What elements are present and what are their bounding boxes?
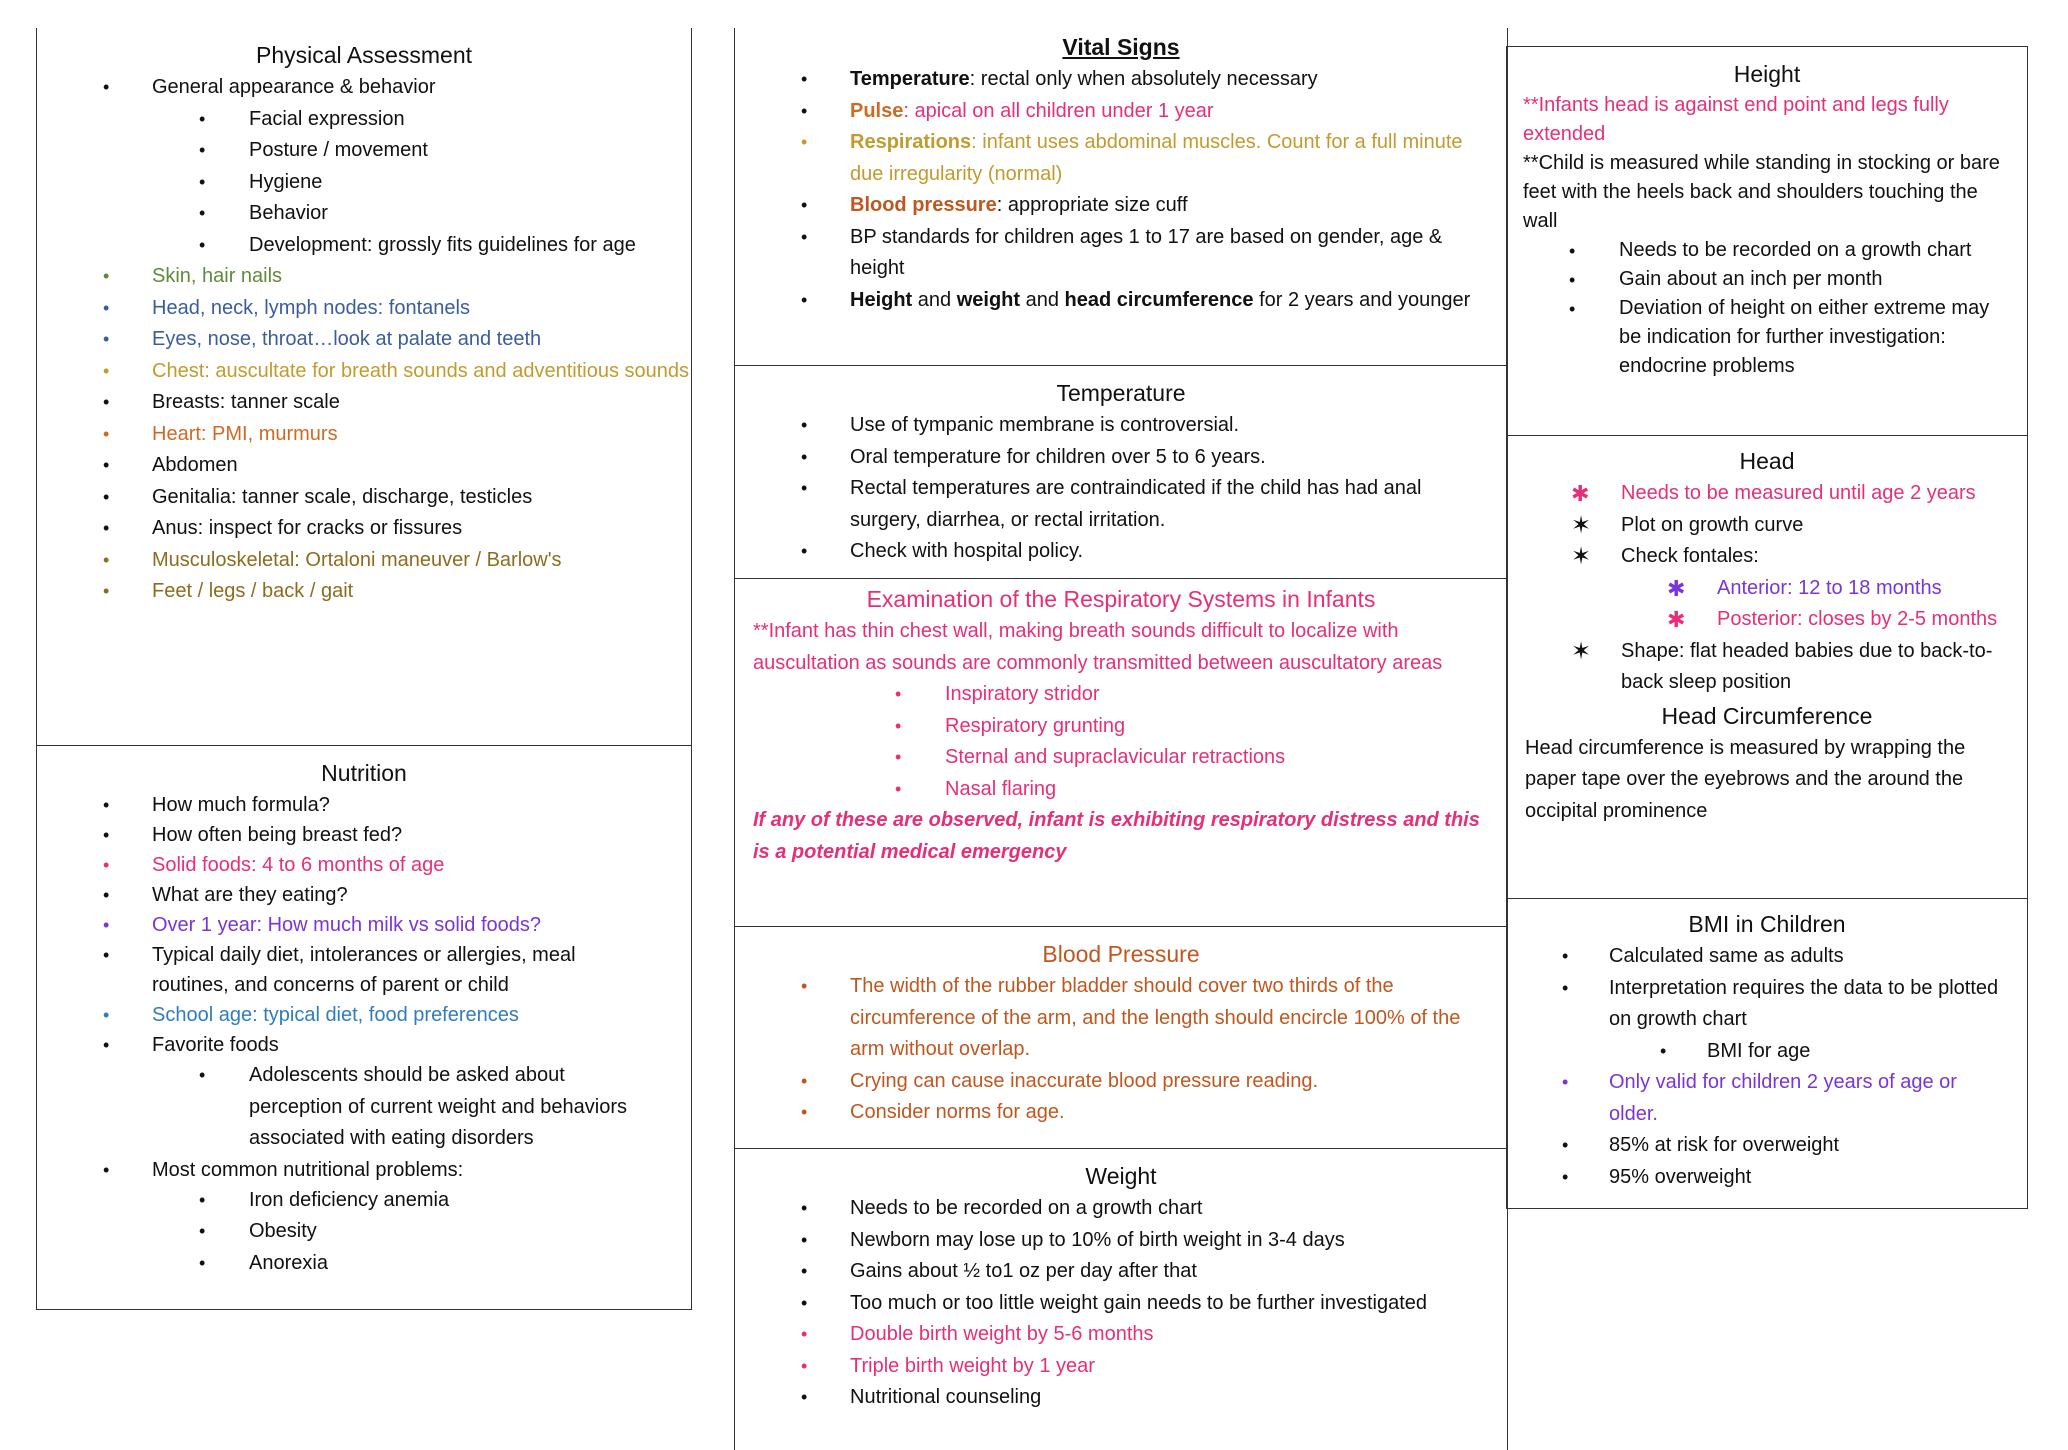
bullet-icon: • — [801, 195, 808, 215]
list-item-text: Over 1 year: How much milk vs solid foods? — [152, 914, 542, 936]
bullet-icon: • — [801, 1387, 808, 1407]
height-note-infant: **Infants head is against end point and legs fully extended — [1523, 94, 1949, 145]
bullet-icon: • — [895, 684, 902, 704]
blood-pressure-list — [735, 971, 1507, 1129]
star-bullet-icon: ✶ — [1571, 637, 1592, 665]
list-item-text: Needs to be recorded on a growth chart — [850, 1197, 1203, 1219]
list-item — [735, 1256, 1507, 1288]
list-item-text: Consider norms for age. — [850, 1101, 1065, 1123]
list-item — [735, 971, 1507, 1066]
bullet-icon: • — [199, 1252, 206, 1273]
list-item — [735, 1382, 1507, 1414]
bmi-title: BMI in Children — [1688, 911, 1846, 937]
star-bullet-icon: ✶ — [1571, 543, 1592, 570]
vital-sign-text: : rectal only when absolutely necessary — [969, 68, 1318, 90]
vital-sign-label: Respirations — [850, 131, 972, 153]
list-item — [735, 1225, 1507, 1257]
list-item — [37, 1216, 691, 1248]
list-item — [735, 1351, 1507, 1383]
list-item — [37, 261, 691, 293]
list-item — [735, 774, 1507, 806]
list-item — [735, 1319, 1507, 1351]
bullet-icon: • — [103, 266, 110, 286]
bullet-icon: • — [801, 69, 808, 89]
list-item — [37, 104, 691, 136]
vital-sign-item — [735, 127, 1507, 190]
respiratory-warning: If any of these are observed, infant is exhibiting respiratory distress and this is a potential medical emergency — [753, 809, 1480, 863]
list-item-text: Development: grossly fits guidelines for age — [249, 233, 636, 256]
list-item — [37, 1155, 691, 1185]
list-item — [735, 536, 1507, 568]
head-title: Head — [1739, 448, 1795, 474]
bullet-icon: • — [801, 289, 808, 310]
list-item — [37, 820, 691, 850]
bullet-icon: • — [801, 1070, 808, 1091]
vital-sign-item — [735, 190, 1507, 222]
bullet-icon: • — [103, 360, 110, 381]
bmi-list — [1507, 941, 2027, 1193]
list-item-text: Needs to be recorded on a growth chart — [1619, 239, 1972, 261]
bullet-icon: • — [801, 1229, 808, 1250]
list-item — [1507, 1130, 2027, 1162]
list-item — [37, 1248, 691, 1280]
list-item-text: Check fontales: — [1621, 545, 1759, 567]
vital-sign-text: : appropriate size cuff — [996, 194, 1188, 216]
list-item — [37, 324, 691, 356]
bullet-icon: • — [103, 825, 110, 845]
list-item — [37, 850, 691, 880]
list-item — [1507, 510, 2027, 542]
bullet-icon: • — [1562, 1135, 1569, 1155]
vital-sign-label: Blood pressure — [850, 194, 997, 216]
list-item-text: Posterior: closes by 2-5 months — [1717, 608, 1998, 630]
vital-sign-text: BP standards for children ages 1 to 17 are based on gender, age & height — [850, 225, 1443, 279]
list-item-text: Sternal and supraclavicular retractions — [945, 746, 1286, 768]
list-item — [37, 790, 691, 820]
bullet-icon: • — [1562, 1166, 1569, 1187]
weight-title: Weight — [1085, 1163, 1157, 1189]
list-item — [735, 1288, 1507, 1320]
vital-signs-list — [735, 64, 1507, 316]
list-item-text: Nutritional counseling — [850, 1386, 1042, 1408]
list-item — [1507, 973, 2027, 1036]
list-item — [37, 482, 691, 514]
list-item-text: Abdomen — [152, 454, 238, 476]
temperature-list — [735, 410, 1507, 568]
respiratory-list — [735, 679, 1507, 805]
bullet-icon: • — [895, 747, 902, 767]
bullet-icon: • — [103, 915, 110, 935]
bullet-icon: • — [103, 486, 110, 507]
bullet-icon: • — [801, 478, 808, 498]
bmi-section — [1506, 897, 2028, 1209]
weight-section — [734, 1147, 1508, 1450]
bullet-icon: • — [199, 203, 206, 223]
list-item-text: Head, neck, lymph nodes: fontanels — [152, 296, 470, 319]
list-item — [735, 410, 1507, 442]
star-bullet-icon: ✶ — [1571, 511, 1592, 539]
list-item — [37, 1000, 691, 1030]
bullet-icon: • — [103, 581, 110, 601]
star-bullet-icon: ✱ — [1667, 607, 1686, 632]
bullet-icon: • — [103, 795, 110, 815]
list-item-text: School age: typical diet, food preferences — [152, 1004, 519, 1026]
bullet-icon: • — [801, 976, 808, 996]
list-item-text: Plot on growth curve — [1621, 513, 1804, 536]
list-item-text: General appearance & behavior — [152, 76, 436, 98]
bullet-icon: • — [801, 446, 808, 467]
blood-pressure-section — [734, 925, 1508, 1149]
list-item-text: Eyes, nose, throat…look at palate and teeth — [152, 328, 542, 350]
list-item — [37, 880, 691, 910]
bullet-icon: • — [199, 234, 206, 255]
list-item-text: Skin, hair nails — [152, 265, 283, 287]
list-item — [37, 576, 691, 608]
list-item — [1507, 941, 2027, 973]
vital-sign-item — [735, 222, 1507, 285]
list-item-text: Gain about an inch per month — [1619, 268, 1883, 290]
list-item-text: Typical daily diet, intolerances or allergies, meal routines, and concerns of parent or child — [152, 944, 576, 996]
list-item-text: Rectal temperatures are contraindicated if the child has had anal surgery, diarrhea, or rectal irritation. — [850, 477, 1422, 531]
list-item — [37, 910, 691, 940]
bullet-icon: • — [1660, 1040, 1667, 1061]
blood-pressure-title: Blood Pressure — [1042, 941, 1200, 967]
list-item — [1507, 636, 2027, 699]
vital-sign-text: : infant uses abdominal muscles. Count for a full minute due irregularity (normal) — [850, 131, 1463, 185]
list-item-text: Musculoskeletal: Ortaloni maneuver / Barlow's — [152, 548, 562, 571]
nutrition-section — [36, 745, 692, 1310]
head-circumference-title: Head Circumference — [1661, 702, 1873, 729]
bullet-icon: • — [1569, 241, 1576, 261]
list-item — [735, 679, 1507, 711]
vital-signs-section — [734, 28, 1508, 366]
list-item — [1507, 541, 2027, 573]
respiratory-title: Examination of the Respiratory Systems in Infants — [866, 586, 1376, 612]
list-item-text: Too much or too little weight gain needs to be further investigated — [850, 1291, 1428, 1314]
bullet-icon: • — [801, 1261, 808, 1281]
nutrition-list — [37, 790, 691, 1279]
bullet-icon: • — [1562, 977, 1569, 998]
bullet-icon: • — [801, 226, 808, 247]
bullet-icon: • — [801, 415, 808, 435]
list-item-text: Nasal flaring — [945, 777, 1057, 800]
bullet-icon: • — [199, 171, 206, 192]
list-item — [1507, 1036, 2027, 1068]
list-item — [37, 513, 691, 545]
bullet-icon: • — [895, 778, 902, 799]
temperature-section — [734, 364, 1508, 579]
list-item — [37, 198, 691, 230]
bullet-icon: • — [1569, 299, 1576, 319]
temperature-title: Temperature — [1056, 380, 1186, 406]
star-bullet-icon: ✱ — [1571, 481, 1590, 506]
list-item — [37, 293, 691, 325]
list-item-text: What are they eating? — [152, 884, 348, 906]
bullet-icon: • — [103, 455, 110, 475]
vital-sign-text: for 2 years and younger — [1253, 288, 1471, 311]
list-item-text: Inspiratory stridor — [945, 683, 1100, 705]
height-list — [1507, 236, 2027, 381]
list-item-text: Triple birth weight by 1 year — [850, 1354, 1095, 1377]
list-item — [735, 742, 1507, 774]
height-title: Height — [1733, 61, 1801, 87]
bullet-icon: • — [103, 945, 110, 965]
list-item-text: Respiratory grunting — [945, 714, 1126, 737]
list-item-text: Behavior — [249, 202, 328, 224]
list-item-text: The width of the rubber bladder should cover two thirds of the circumference of the arm, and the length should encircle 100% of the arm without overlap. — [850, 975, 1461, 1060]
list-item-text: Heart: PMI, murmurs — [152, 422, 338, 445]
bullet-icon: • — [1562, 946, 1569, 966]
list-item — [37, 167, 691, 199]
head-section — [1506, 434, 2028, 899]
list-item-text: 95% overweight — [1609, 1165, 1752, 1188]
list-item-text: Iron deficiency anemia — [249, 1188, 450, 1211]
list-item-text: Anorexia — [249, 1251, 328, 1274]
vital-sign-label: weight — [956, 288, 1021, 311]
bullet-icon: • — [801, 1292, 808, 1313]
list-item-text: Oral temperature for children over 5 to 6 years. — [850, 445, 1266, 468]
list-item — [37, 387, 691, 419]
list-item — [37, 419, 691, 451]
list-item-text: Posture / movement — [249, 139, 428, 161]
bullet-icon: • — [103, 329, 110, 349]
height-section — [1506, 46, 2028, 436]
list-item — [1507, 1067, 2027, 1130]
list-item — [37, 1185, 691, 1217]
bullet-icon: • — [801, 1198, 808, 1218]
list-item — [1507, 265, 2027, 294]
respiratory-section — [734, 577, 1508, 927]
list-item — [37, 1030, 691, 1060]
bullet-icon: • — [103, 885, 110, 905]
list-item — [1507, 1162, 2027, 1194]
head-list — [1507, 478, 2027, 699]
bullet-icon: • — [801, 1102, 808, 1122]
bullet-icon: • — [895, 715, 902, 736]
bullet-icon: • — [199, 1065, 206, 1085]
vital-sign-label: head circumference — [1064, 288, 1254, 311]
list-item-text: Hygiene — [249, 170, 323, 193]
list-item-text: Newborn may lose up to 10% of birth weight in 3-4 days — [850, 1228, 1345, 1251]
list-item-text: Favorite foods — [152, 1034, 279, 1056]
list-item — [37, 72, 691, 104]
list-item — [735, 711, 1507, 743]
vital-sign-item — [735, 96, 1507, 128]
list-item-text: How much formula? — [152, 794, 330, 816]
vital-signs-title: Vital Signs — [1062, 34, 1180, 60]
nutrition-title: Nutrition — [321, 760, 407, 786]
physical-assessment-list — [37, 72, 691, 608]
bullet-icon: • — [103, 297, 110, 318]
list-item — [1507, 294, 2027, 381]
bullet-icon: • — [801, 541, 808, 561]
vital-sign-label: Height — [850, 288, 913, 311]
bullet-icon: • — [801, 132, 808, 152]
bullet-icon: • — [199, 108, 206, 129]
physical-assessment-section — [36, 28, 692, 746]
head-circumference-text: Head circumference is measured by wrapping the paper tape over the eyebrows and the around the occipital prominence — [1525, 736, 1966, 822]
vital-sign-text: and — [912, 288, 957, 311]
list-item — [37, 940, 691, 1000]
list-item-text: Use of tympanic membrane is controversial. — [850, 414, 1240, 436]
list-item-text: Interpretation requires the data to be plotted on growth chart — [1609, 976, 1999, 1030]
bullet-icon: • — [801, 1324, 808, 1344]
bullet-icon: • — [199, 1221, 206, 1241]
bullet-icon: • — [103, 77, 110, 97]
bullet-icon: • — [199, 1189, 206, 1210]
list-item — [1507, 573, 2027, 605]
respiratory-intro: **Infant has thin chest wall, making breath sounds difficult to localize with auscultation as sounds are commonly transmitted between auscultatory areas — [753, 620, 1443, 674]
list-item-text: Facial expression — [249, 107, 405, 130]
vital-sign-label: Temperature — [850, 68, 970, 90]
list-item — [37, 135, 691, 167]
list-item-text: Genitalia: tanner scale, discharge, testicles — [152, 485, 533, 508]
list-item-text: Most common nutritional problems: — [152, 1158, 464, 1181]
list-item-text: Calculated same as adults — [1609, 945, 1844, 967]
vital-sign-item — [735, 285, 1507, 317]
list-item — [735, 1066, 1507, 1098]
bullet-icon: • — [1569, 270, 1576, 290]
list-item — [735, 1193, 1507, 1225]
list-item-text: Adolescents should be asked about perception of current weight and behaviors associated with eating disorders — [249, 1064, 628, 1149]
list-item — [1507, 478, 2027, 510]
vital-sign-label: Pulse — [850, 99, 904, 122]
list-item — [1507, 236, 2027, 265]
list-item-text: Only valid for children 2 years of age or older. — [1609, 1071, 1957, 1125]
list-item-text: How often being breast fed? — [152, 824, 403, 846]
list-item-text: Gains about ½ to1 oz per day after that — [850, 1260, 1197, 1282]
list-item-text: Shape: flat headed babies due to back-to-back sleep position — [1621, 639, 1993, 693]
bullet-icon: • — [103, 549, 110, 570]
bullet-icon: • — [801, 1355, 808, 1376]
star-bullet-icon: ✱ — [1667, 575, 1686, 601]
list-item-text: Anterior: 12 to 18 months — [1717, 576, 1942, 599]
bullet-icon: • — [103, 855, 110, 875]
list-item — [735, 442, 1507, 474]
list-item — [735, 1097, 1507, 1129]
bullet-icon: • — [103, 423, 110, 444]
list-item-text: Needs to be measured until age 2 years — [1621, 482, 1976, 504]
list-item — [37, 1060, 691, 1155]
list-item-text: Breasts: tanner scale — [152, 391, 340, 413]
list-item — [37, 545, 691, 577]
bullet-icon: • — [103, 1005, 110, 1025]
list-item-text: Chest: auscultate for breath sounds and adventitious sounds — [152, 359, 690, 382]
bullet-icon: • — [103, 1159, 110, 1180]
vital-sign-item — [735, 64, 1507, 96]
list-item-text: Obesity — [249, 1220, 317, 1242]
list-item-text: Deviation of height on either extreme may be indication for further investigation: endocrine problems — [1619, 297, 1990, 377]
list-item — [1507, 604, 2027, 636]
bullet-icon: • — [103, 392, 110, 412]
list-item-text: Solid foods: 4 to 6 months of age — [152, 854, 445, 876]
list-item-text: Double birth weight by 5-6 months — [850, 1323, 1154, 1345]
vital-sign-text: : apical on all children under 1 year — [903, 99, 1214, 122]
list-item — [735, 473, 1507, 536]
list-item — [37, 230, 691, 262]
list-item-text: Crying can cause inaccurate blood pressure reading. — [850, 1069, 1319, 1092]
list-item-text: Check with hospital policy. — [850, 540, 1084, 562]
bullet-icon: • — [103, 518, 110, 538]
bullet-icon: • — [199, 140, 206, 160]
list-item — [37, 450, 691, 482]
weight-list — [735, 1193, 1507, 1414]
bullet-icon: • — [801, 100, 808, 121]
height-note-child: **Child is measured while standing in stocking or bare feet with the heels back and shoulders touching the wall — [1523, 152, 2000, 232]
list-item-text: BMI for age — [1707, 1039, 1811, 1062]
list-item-text: Anus: inspect for cracks or fissures — [152, 517, 463, 539]
vital-sign-text: and — [1020, 288, 1065, 311]
bullet-icon: • — [1562, 1072, 1569, 1092]
list-item-text: 85% at risk for overweight — [1609, 1134, 1840, 1156]
bullet-icon: • — [103, 1035, 110, 1055]
list-item-text: Feet / legs / back / gait — [152, 580, 354, 602]
list-item — [37, 356, 691, 388]
physical-assessment-title: Physical Assessment — [255, 42, 473, 68]
